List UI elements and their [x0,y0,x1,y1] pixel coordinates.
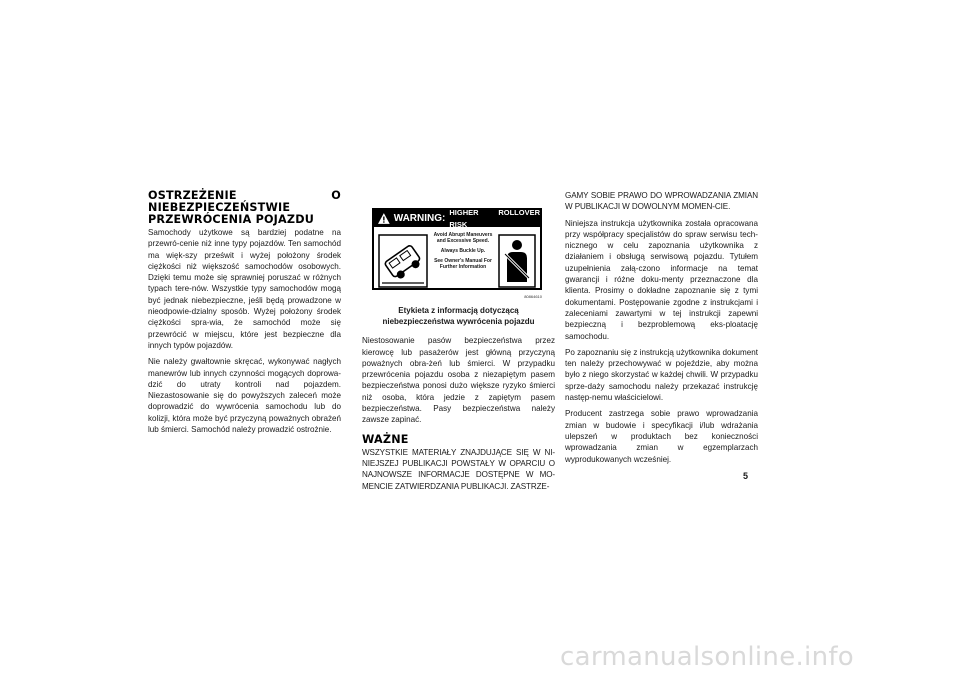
warning-title: HIGHER ROLLOVER RISK [449,208,540,229]
paragraph-uppercase: GAMY SOBIE PRAWO DO WPROWADZANIA ZMIAN W PUBLIKACJI W DOWOLNYM MOMEN-CIE. [565,191,758,212]
seatbelt-icon [498,234,536,288]
paragraph: Niestosowanie pasów bezpieczeństwa przez kierowcę lub pasażerów jest główną przyczyną poważnych obra-żeń lub śmierci. W przypadku przewrócenia pojazdu osoba z niezapiętym pasem bezpieczeństwa ponosi dużo większe ryzyko śmierci niż osoba, która jedzie z zapiętym pasem bezpieczeństwa. Pasy bezpieczeństwa należy zawsze zapinać. [362,336,555,425]
page-number: 5 [743,471,749,481]
watermark: carmanualsonline.info [560,642,855,672]
paragraph: Producent zastrzega sobie prawo wprowadzania zmian w budowie i specyfikacji i/lub wdrażania ulepszeń w produktach bez konieczności wprowadzania zmian w egzemplarzach wyprodukowanych wcześniej. [565,409,758,464]
warning-bar [374,210,540,227]
paragraph-uppercase: WSZYSTKIE MATERIAŁY ZNAJDUJĄCE SIĘ W NI-NIEJSZEJ PUBLIKACJI POWSTAŁY W OPARCIU O NAJNOWSZE INFORMACJE DOSTĘPNE W MO-MENCIE ZATWIERDZANIA PUBLIKACJI. ZASTRZE- [362,447,555,491]
figure-caption: Etykieta z informacją dotyczącą niebezpieczeństwa wywrócenia pojazdu [382,306,535,326]
column-right [565,190,758,470]
paragraph: Nie należy gwałtownie skręcać, wykonywać nagłych manewrów lub innych czynności mogących doprowa-dzić do utraty kontroli nad pojazdem. Niezastosowanie się do powyższych zaleceń może doprowadzić do wywrócenia samochodu lub do kolizji, która może być przyczyną poważnych obrażeń lub śmierci. Samochód należy prowadzić ostrożnie. [148,357,341,435]
section-heading-important: WAŻNE [362,432,409,446]
paragraph: Po zapoznaniu się z instrukcją użytkownika dokument ten należy przechowywać w pojeździe, aby można było z niego skorzystać w każdej chwili. W przypadku sprze-daży samochodu należy przekazać instrukcję następ-nemu właścicielowi. [565,347,759,403]
warning-label: WARNING: [393,212,446,224]
figure-code: 80864610 [524,294,542,299]
section-heading-rollover: OSTRZEŻENIE O NIEBEZPIECZEŃSTWIE PRZEWRÓCENIA POJAZDU [148,189,341,226]
paragraph: Niniejsza instrukcja użytkownika została opracowana przy współpracy specjalistów do spraw serwisu tech-nicznego w celu zapoznania użytkownika z działaniem i obsługą serwisową pojazdu. Tytułem uzupełnienia załą-czono informacje na temat gwarancji i różne doku-menty przeznaczone dla klienta. Prosimy o dokładne zapoznanie się z tymi dokumentami. Postępowanie zgodne z instrukcjami i zaleceniami zawartymi w tej instrukcji zapewni bezpieczną i bezproblemową eks-ploatację samochodu. [565,218,758,341]
warning-triangle-icon [378,213,390,224]
warning-line: See Owner's Manual For Further Information [434,258,492,270]
warning-line: Avoid Abrupt Maneuvers and Excessive Speed. [433,232,493,244]
warning-instructions [432,232,494,274]
rollover-vehicle-icon [378,234,428,288]
column-middle [362,190,555,497]
paragraph: Samochody użytkowe są bardziej podatne na przewró-cenie niż inne typy pojazdów. Ten samochód ma więk-szy prześwit i wyżej położony środek ciężkości niż większość samochodów osobowych. Dzięki temu może się sprawniej poruszać w różnych typach tere-nów. Wszystkie typy samochodów mogą być jednak niebezpieczne, jeśli będą prowadzone w nieodpowie-dzialny sposób. Wyżej położony środek ciężkości spra-wia, że samochód może się przewrócić w miejscu, które jest bezpieczne dla innych typów pojazdów. [148,228,341,350]
warning-line: Always Buckle Up. [440,248,486,254]
rollover-warning-label-figure [372,208,542,290]
column-left [148,190,341,440]
